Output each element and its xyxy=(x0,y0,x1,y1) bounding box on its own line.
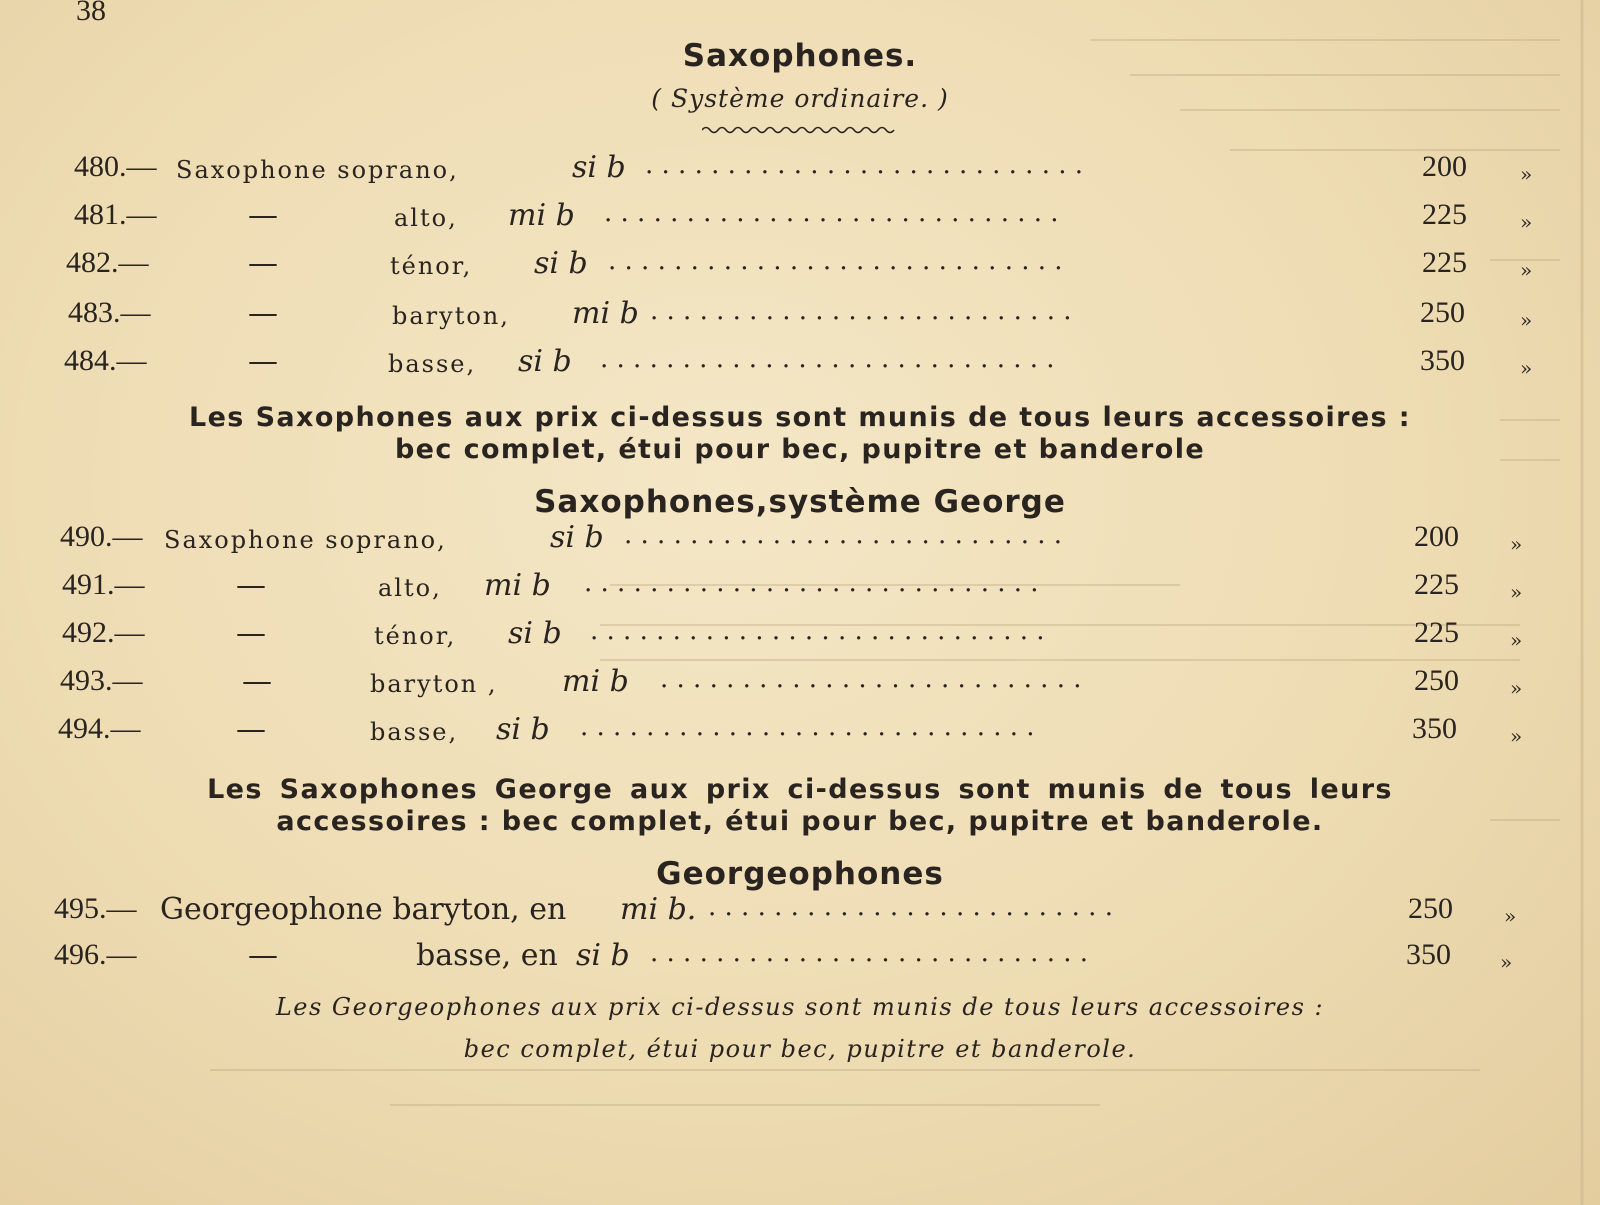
item-price: 250 xyxy=(1420,296,1465,329)
list-item xyxy=(0,246,1600,290)
item-number: 493.— xyxy=(60,664,143,697)
dot-leader: . . . . . . . . . . . . . . . . . . . . . . . . . xyxy=(708,892,1113,922)
section-title-georgeophones: Georgeophones xyxy=(656,856,944,892)
item-name: ténor, xyxy=(374,622,457,650)
item-number: 496.— xyxy=(54,938,137,971)
list-item xyxy=(0,344,1600,388)
item-price: 200 xyxy=(1414,520,1459,553)
item-price: 350 xyxy=(1406,938,1451,971)
item-price-guillemet: » xyxy=(1510,580,1523,604)
ditto-dash: — xyxy=(236,568,266,603)
item-name: alto, xyxy=(394,204,458,232)
item-key: mi b xyxy=(572,296,639,331)
item-key: si b xyxy=(496,712,550,747)
list-item xyxy=(0,296,1600,340)
list-item xyxy=(0,150,1600,194)
item-number: 482.— xyxy=(66,246,149,279)
item-key: si b xyxy=(534,246,588,281)
item-key: si b xyxy=(550,520,604,555)
item-price: 250 xyxy=(1408,892,1453,925)
section-title-saxophones: Saxophones. xyxy=(682,38,918,74)
item-price: 200 xyxy=(1422,150,1467,183)
ditto-dash: — xyxy=(236,712,266,747)
item-number: 494.— xyxy=(58,712,141,745)
dot-leader: . . . . . . . . . . . . . . . . . . . . . . . . . . . xyxy=(645,150,1084,180)
list-item xyxy=(0,520,1600,564)
item-name: basse, xyxy=(370,718,459,746)
item-name: baryton, xyxy=(392,302,510,330)
item-price-guillemet: » xyxy=(1510,628,1523,652)
ditto-dash: — xyxy=(248,344,278,379)
item-price: 350 xyxy=(1412,712,1457,745)
ditto-dash: — xyxy=(248,198,278,233)
item-price-guillemet: » xyxy=(1520,210,1533,234)
decorative-squiggle-divider xyxy=(702,124,902,136)
ditto-dash: — xyxy=(248,246,278,281)
item-name: basse, xyxy=(388,350,477,378)
item-price-guillemet: » xyxy=(1520,258,1533,282)
ditto-dash: — xyxy=(236,616,266,651)
item-price: 225 xyxy=(1414,568,1459,601)
section-subtitle: ( Système ordinaire. ) xyxy=(651,84,949,113)
item-key: mi b xyxy=(484,568,551,603)
item-number: 491.— xyxy=(62,568,145,601)
item-price-guillemet: » xyxy=(1520,308,1533,332)
item-key: si b xyxy=(572,150,626,185)
section-title-saxophones-george: Saxophones,système George xyxy=(534,484,1066,520)
item-price-guillemet: » xyxy=(1520,356,1533,380)
item-number: 492.— xyxy=(62,616,145,649)
item-number: 481.— xyxy=(74,198,157,231)
item-number: 484.— xyxy=(64,344,147,377)
item-key: mi b xyxy=(508,198,575,233)
ditto-dash: — xyxy=(248,938,278,973)
item-name: Saxophone soprano, xyxy=(164,526,447,554)
dot-leader: . . . . . . . . . . . . . . . . . . . . . . . . . . . . xyxy=(600,344,1055,374)
list-item xyxy=(0,892,1600,936)
item-key: si b xyxy=(518,344,572,379)
item-name: Saxophone soprano, xyxy=(176,156,459,184)
item-number: 480.— xyxy=(74,150,157,183)
section-note-line: accessoires : bec complet, étui pour bec, pupitre et banderole. xyxy=(276,806,1324,837)
dot-leader: . . . . . . . . . . . . . . . . . . . . . . . . . . . xyxy=(624,520,1063,550)
item-price-guillemet: » xyxy=(1510,532,1523,556)
dot-leader: . . . . . . . . . . . . . . . . . . . . . . . . . . . . xyxy=(604,198,1059,228)
section-note-line: Les Georgeophones aux prix ci-dessus sont munis de tous leurs accessoires : xyxy=(275,993,1325,1021)
item-name: alto, xyxy=(378,574,442,602)
item-key: si b xyxy=(576,938,630,973)
dot-leader: . . . . . . . . . . . . . . . . . . . . . . . . . . xyxy=(660,664,1082,694)
list-item xyxy=(0,664,1600,708)
item-price: 225 xyxy=(1422,198,1467,231)
item-price: 225 xyxy=(1422,246,1467,279)
item-price: 225 xyxy=(1414,616,1459,649)
dot-leader: . . . . . . . . . . . . . . . . . . . . . . . . . . . . xyxy=(590,616,1045,646)
list-item xyxy=(0,712,1600,756)
page-number: 38 xyxy=(76,0,106,27)
item-name: baryton , xyxy=(370,670,498,698)
item-number: 495.— xyxy=(54,892,137,925)
ditto-dash: — xyxy=(248,296,278,331)
item-price-guillemet: » xyxy=(1500,950,1513,974)
list-item xyxy=(0,198,1600,242)
section-note-line: bec complet, étui pour bec, pupitre et banderole xyxy=(394,434,1206,465)
item-price: 350 xyxy=(1420,344,1465,377)
item-price-guillemet: » xyxy=(1510,724,1523,748)
dot-leader: . . . . . . . . . . . . . . . . . . . . . . . . . . . . xyxy=(608,246,1063,276)
item-key: si b xyxy=(508,616,562,651)
item-price: 250 xyxy=(1414,664,1459,697)
dot-leader: . . . . . . . . . . . . . . . . . . . . . . . . . . . xyxy=(650,938,1089,968)
item-number: 483.— xyxy=(68,296,151,329)
item-price-guillemet: » xyxy=(1504,904,1517,928)
section-note-line: Les Saxophones aux prix ci-dessus sont munis de tous leurs accessoires : xyxy=(188,402,1412,433)
item-price-guillemet: » xyxy=(1520,162,1533,186)
ditto-dash: — xyxy=(242,664,272,699)
list-item xyxy=(0,938,1600,982)
item-number: 490.— xyxy=(60,520,143,553)
dot-leader: . . . . . . . . . . . . . . . . . . . . . . . . . . . . xyxy=(580,712,1035,742)
item-key: mi b. xyxy=(620,892,697,927)
item-price-guillemet: » xyxy=(1510,676,1523,700)
item-name: Georgeophone baryton, en xyxy=(160,892,567,927)
list-item xyxy=(0,568,1600,612)
section-note-line: Les Saxophones George aux prix ci-dessus sont munis de tous leurs xyxy=(207,774,1393,805)
item-key: mi b xyxy=(562,664,629,699)
item-name: basse, en xyxy=(416,938,558,973)
dot-leader: . . . . . . . . . . . . . . . . . . . . . . . . . . . . xyxy=(584,568,1039,598)
dot-leader: . . . . . . . . . . . . . . . . . . . . . . . . . . xyxy=(650,296,1072,326)
item-name: ténor, xyxy=(390,252,473,280)
list-item xyxy=(0,616,1600,660)
section-note-line: bec complet, étui pour bec, pupitre et banderole. xyxy=(463,1035,1137,1063)
